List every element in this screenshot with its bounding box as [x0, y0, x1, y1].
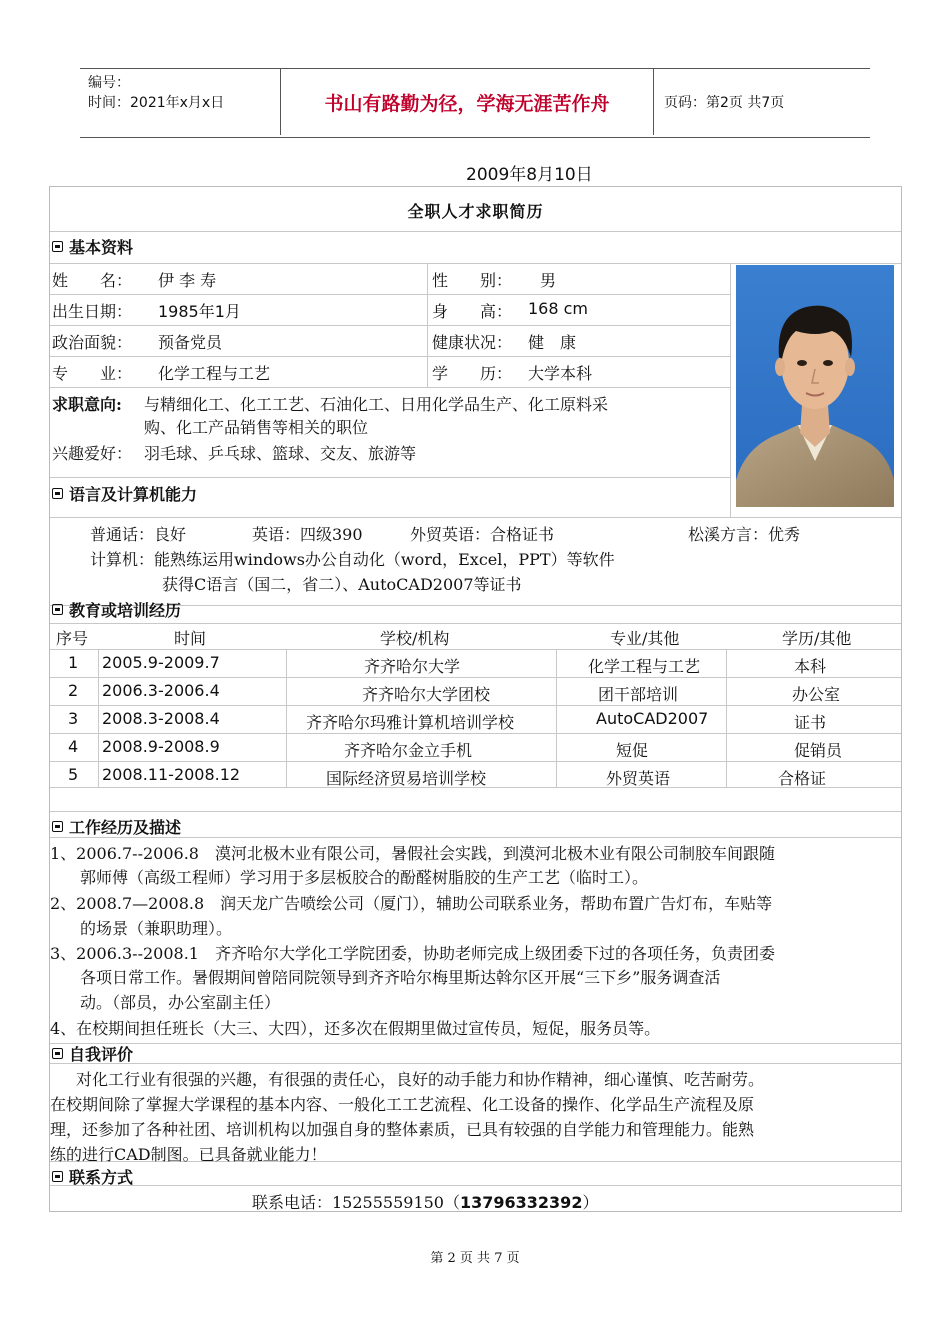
computer-line-2: 获得C语言（国二，省二）、AutoCAD2007等证书	[162, 575, 522, 594]
header-page-label: 页码：第2页 共7页	[664, 95, 785, 111]
section-work: 工作经历及描述	[52, 815, 181, 838]
work-line-5: 3、2006.3--2008.1 齐齐哈尔大学化工学院团委，协助老师完成上级团委下过的各项任务，负责团委	[50, 944, 775, 963]
row-time: 2005.9-2009.7	[102, 653, 220, 672]
work-line-6: 各项日常工作。暑假期间曾陪同院领导到齐齐哈尔梅里斯达斡尔区开展“三下乡”服务调查活	[80, 968, 721, 987]
gender-value: 男	[540, 271, 557, 290]
time-label: 时间：2021年x月x日	[88, 95, 225, 111]
work-line-3: 2、2008.7—2008.8 润天龙广告喷绘公司（厦门），辅助公司联系业务，帮助布置广告灯布，车贴等	[50, 894, 773, 913]
intent-line-1: 与精细化工、化工工艺、石油化工、日用化学品生产、化工原料采	[144, 395, 609, 414]
intent-line-2: 购、化工产品销售等相关的职位	[144, 418, 369, 437]
row-degree: 办公室	[792, 685, 841, 704]
name-label: 姓 名：	[52, 271, 133, 290]
self-line-2: 在校期间除了掌握大学课程的基本内容、一般化工工艺流程、化工设备的操作、化学品生产流程及原	[50, 1095, 755, 1114]
row-no: 3	[68, 709, 79, 728]
row-time: 2008.3-2008.4	[102, 709, 220, 728]
degree-label: 学 历：	[432, 364, 513, 383]
education-header-degree: 学历/其他	[782, 629, 852, 648]
row-major: 外贸英语	[606, 769, 671, 788]
row-no: 5	[68, 765, 79, 784]
row-no: 1	[68, 653, 79, 672]
self-line-1: 对化工行业有很强的兴趣，有很强的责任心，良好的动手能力和协作精神，细心谨慎、吃苦耐劳。	[76, 1070, 765, 1089]
education-header-school: 学校/机构	[380, 629, 450, 648]
row-degree: 合格证	[778, 769, 827, 788]
birth-label: 出生日期：	[52, 302, 133, 321]
english-level: 英语：四级390	[252, 525, 363, 544]
row-degree: 证书	[794, 713, 827, 732]
self-line-3: 理，还参加了各种社团、培训机构以加强自身的整体素质，已具有较强的自学能力和管理能力。能熟	[50, 1120, 755, 1139]
foreign-trade-english: 外贸英语：合格证书	[410, 525, 555, 544]
section-bullet-icon	[52, 241, 63, 252]
major-value: 化学工程与工艺	[158, 364, 271, 383]
row-time: 2008.11-2008.12	[102, 765, 241, 784]
row-degree: 促销员	[794, 741, 843, 760]
header-meta	[88, 73, 224, 113]
section-bullet-icon	[52, 821, 63, 832]
section-education: 教育或培训经历	[52, 598, 181, 621]
row-time: 2008.9-2008.9	[102, 737, 220, 756]
row-school: 齐齐哈尔金立手机	[344, 741, 473, 760]
number-label: 编号：	[88, 75, 130, 91]
work-line-2: 郭师傅（高级工程师）学习用于多层板胶合的酚醛树脂胶的生产工艺（临时工）。	[80, 868, 649, 887]
intent-label: 求职意向:	[52, 395, 122, 414]
row-school: 齐齐哈尔大学	[364, 657, 461, 676]
row-major: 化学工程与工艺	[588, 657, 701, 676]
page-header	[80, 68, 870, 138]
row-degree: 本科	[794, 657, 827, 676]
section-self: 自我评价	[52, 1042, 133, 1065]
work-line-7: 动。（部员，办公室副主任）	[80, 993, 281, 1012]
birth-value: 1985年1月	[158, 302, 241, 321]
section-bullet-icon	[52, 1171, 63, 1182]
row-school: 国际经济贸易培训学校	[326, 769, 487, 788]
section-bullet-icon	[52, 1048, 63, 1059]
document-date: 2009年8月10日	[466, 165, 593, 185]
header-motto: 书山有路勤为径，学海无涯苦作舟	[280, 69, 654, 135]
page-footer: 第 2 页 共 7 页	[430, 1251, 520, 1266]
mandarin-level: 普通话：良好	[90, 525, 187, 544]
major-label: 专 业：	[52, 364, 133, 383]
row-no: 4	[68, 737, 79, 756]
section-basic: 基本资料	[52, 235, 133, 258]
row-major: 短促	[616, 741, 649, 760]
contact-mobile: 13796332392	[459, 1193, 583, 1212]
politics-label: 政治面貌：	[52, 333, 133, 352]
section-contact: 联系方式	[52, 1165, 133, 1188]
work-line-8: 4、在校期间担任班长（大三、大四），还多次在假期里做过宣传员，短促，服务员等。	[50, 1019, 661, 1038]
profile-photo	[736, 265, 894, 507]
row-school: 齐齐哈尔大学团校	[362, 685, 491, 704]
education-header-time: 时间	[174, 629, 207, 648]
computer-line-1: 计算机：能熟练运用windows办公自动化（word，Excel，PPT）等软件	[90, 550, 615, 569]
contact-phone: 联系电话：15255559150（13796332392）	[252, 1193, 599, 1212]
dialect-level: 松溪方言：优秀	[688, 525, 801, 544]
height-value: 168 cm	[528, 299, 589, 318]
hobby-value: 羽毛球、乒乓球、篮球、交友、旅游等	[144, 444, 417, 463]
hobby-label: 兴趣爱好：	[52, 444, 133, 463]
work-line-1: 1、2006.7--2006.8 漠河北极木业有限公司，暑假社会实践，到漠河北极木业有限公司制胶车间跟随	[50, 844, 775, 863]
row-no: 2	[68, 681, 79, 700]
row-time: 2006.3-2006.4	[102, 681, 220, 700]
resume-frame	[49, 186, 902, 1212]
education-header-major: 专业/其他	[610, 629, 680, 648]
section-language: 语言及计算机能力	[52, 482, 197, 505]
health-value: 健 康	[528, 333, 577, 352]
section-bullet-icon	[52, 604, 63, 615]
row-major: 团干部培训	[598, 685, 679, 704]
self-line-4: 练的进行CAD制图。已具备就业能力！	[50, 1145, 327, 1164]
row-school: 齐齐哈尔玛雅计算机培训学校	[306, 713, 515, 732]
height-label: 身 高：	[432, 302, 513, 321]
work-line-4: 的场景（兼职助理）。	[80, 919, 233, 938]
health-label: 健康状况：	[432, 333, 513, 352]
degree-value: 大学本科	[528, 364, 593, 383]
row-major: AutoCAD2007	[596, 709, 709, 728]
politics-value: 预备党员	[158, 333, 223, 352]
education-header-no: 序号	[56, 629, 89, 648]
gender-label: 性 别：	[432, 271, 513, 290]
section-bullet-icon	[52, 488, 63, 499]
name-value: 伊 李 寿	[158, 271, 217, 290]
resume-title: 全职人才求职简历	[407, 202, 544, 221]
